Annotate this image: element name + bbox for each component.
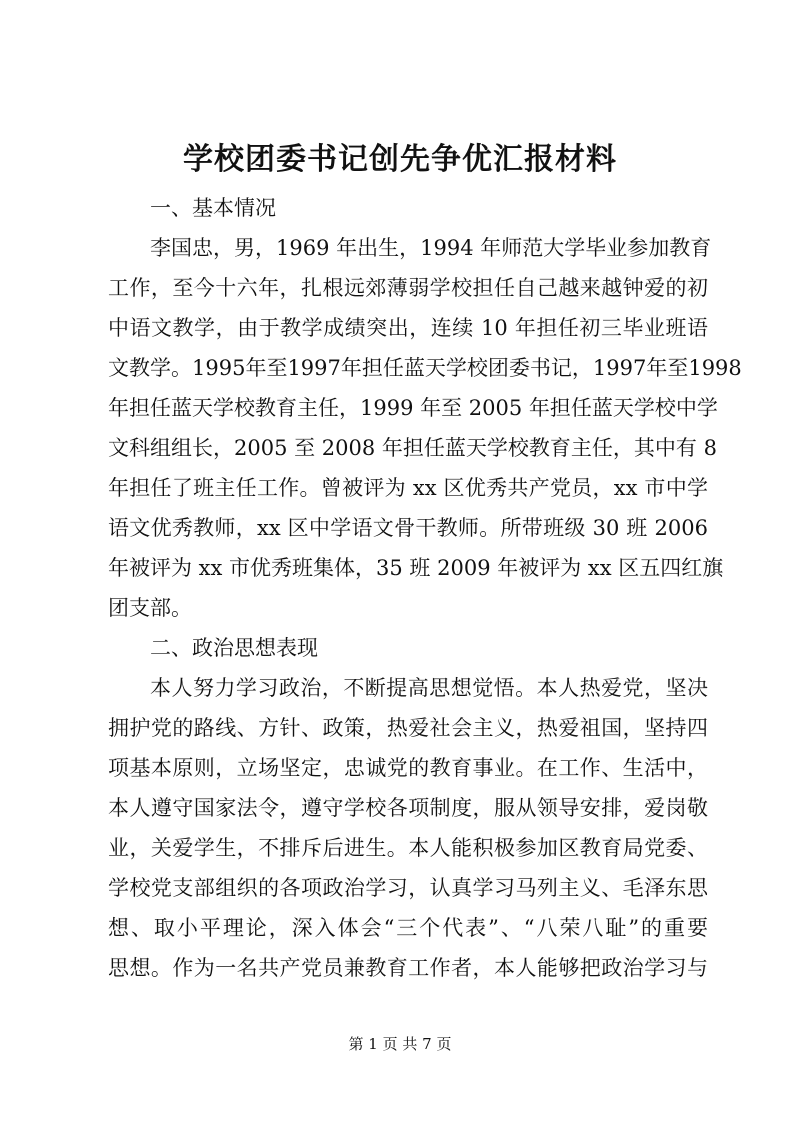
paragraph-line: 文科组组长，2005 至 2008 年担任蓝天学校教育主任，其中有 8	[108, 436, 717, 460]
paragraph-line: 想、取小平理论，深入体会“三个代表”、“八荣八耻”的重要	[108, 916, 708, 940]
paragraph-line: 拥护党的路线、方针、政策，热爱社会主义，热爱祖国，坚持四	[108, 716, 708, 740]
paragraph-line: 思想。作为一名共产党员兼教育工作者，本人能够把政治学习与	[108, 956, 708, 980]
paragraph-line: 年担任蓝天学校教育主任，1999 年至 2005 年担任蓝天学校中学	[108, 396, 718, 420]
paragraph-line: 业，关爱学生，不排斥后进生。本人能积极参加区教育局党委、	[108, 836, 708, 860]
paragraph-line: 年担任了班主任工作。曾被评为 xx 区优秀共产党员，xx 市中学	[108, 476, 708, 500]
paragraph-line: 工作，至今十六年，扎根远郊薄弱学校担任自己越来越钟爱的初	[108, 276, 708, 300]
section-heading-basic-info: 一、基本情况	[150, 196, 276, 220]
paragraph-line: 中语文教学，由于教学成绩突出，连续 10 年担任初三毕业班语	[108, 316, 708, 340]
paragraph-line: 语文优秀教师，xx 区中学语文骨干教师。所带班级 30 班 2006	[108, 516, 708, 540]
document-title: 学校团委书记创先争优汇报材料	[183, 142, 617, 177]
paragraph-line: 本人遵守国家法令，遵守学校各项制度，服从领导安排，爱岗敬	[108, 796, 708, 820]
page-footer: 第 1 页 共 7 页	[348, 1035, 452, 1053]
paragraph-line: 项基本原则，立场坚定，忠诚党的教育事业。在工作、生活中，	[108, 756, 708, 780]
paragraph-line: 年被评为 xx 市优秀班集体，35 班 2009 年被评为 xx 区五四红旗	[108, 556, 724, 580]
paragraph-line: 本人努力学习政治，不断提高思想觉悟。本人热爱党，坚决	[150, 676, 708, 700]
paragraph-line: 文教学。1995年至1997年担任蓝天学校团委书记，1997年至1998	[108, 356, 742, 380]
section-heading-political-thought: 二、政治思想表现	[150, 636, 318, 660]
paragraph-line: 团支部。	[108, 596, 192, 620]
paragraph-line: 学校党支部组织的各项政治学习，认真学习马列主义、毛泽东思	[108, 876, 708, 900]
paragraph-line: 李国忠，男，1969 年出生，1994 年师范大学毕业参加教育	[150, 236, 712, 260]
